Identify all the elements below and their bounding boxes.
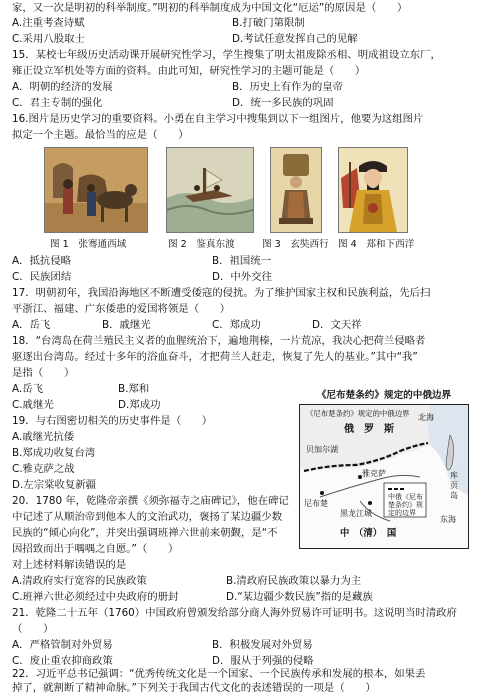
q18-stem-line1: 18．“台湾岛在荷兰殖民主义者的血腥统治下，遍地荆榛，一片荒凉，我决心把荷兰侵略者 <box>12 335 426 347</box>
q20-option-b[interactable]: B.清政府民族政策以暴力为主 <box>226 575 362 587</box>
q14-option-a[interactable]: A.注重考查诗赋 <box>12 17 85 29</box>
q22-stem-line2: 掉了，就割断了精神命脉。”下列关于我国古代文化的表述错误的一项是（ ） <box>12 682 376 694</box>
q16-option-a[interactable]: A．抵抗侵略 <box>12 255 72 267</box>
q15-option-d[interactable]: D．统一多民族的巩固 <box>232 97 334 109</box>
map-label-sakhalin: 库页岛 <box>450 471 458 500</box>
nerchinsk-treaty-map <box>299 404 469 549</box>
q14-stem: 家，又一次是明初的科举制度。”明初的科举制度成为中国文化“厄运”的原因是（ ） <box>12 2 408 14</box>
q16-option-b[interactable]: B．祖国统一 <box>212 255 272 267</box>
q14-option-d[interactable]: D.考试任意发挥自己的见解 <box>232 33 358 45</box>
q19-stem: 19．与右图密切相关的历史事件是（ ） <box>12 415 213 427</box>
q18-option-a[interactable]: A.岳飞 <box>12 383 44 395</box>
q16-option-c[interactable]: C．民族团结 <box>12 271 72 283</box>
q14-option-c[interactable]: C.采用八股取士 <box>12 33 85 45</box>
q14-option-b[interactable]: B.打破门第限制 <box>232 17 305 29</box>
q17-stem-line1: 17．明朝初年，我国沿海地区不断遭受倭寇的侵扰。为了维护国家主权和民族利益，先后扫 <box>12 287 431 299</box>
q18-stem-line2: 驱逐出台湾岛。经过十多年的浴血奋斗，才把荷兰人赶走，恢复了先人的基业。”其中“我” <box>12 351 418 363</box>
q20-option-a[interactable]: A.清政府实行宽容的民族政策 <box>12 575 147 587</box>
q20-stem-line4: 因招致而出于喁喁之自愿。”（ ） <box>12 543 179 555</box>
q17-stem-line2: 平浙江、福建、广东倭患的爱国将领是（ ） <box>12 303 231 315</box>
q20-option-d[interactable]: D.“某边疆少数民族”指的是藏族 <box>226 591 373 603</box>
map-outer-title: 《尼布楚条约》规定的中俄边界 <box>316 390 452 401</box>
q16-option-d[interactable]: D．中外交往 <box>212 271 272 283</box>
q21-option-c[interactable]: C．废止重农抑商政策 <box>12 655 113 667</box>
q17-option-d[interactable]: D．文天祥 <box>312 319 362 331</box>
q20-stem-line1: 20．1780 年，乾隆帝亲撰《须弥福寺之庙碑记》，他在碑记 <box>12 495 289 507</box>
figure2-caption: 图 2 鉴真东渡 <box>168 239 235 250</box>
q15-stem-line2: 雍正设立军机处等方面的资料。由此可知，研究性学习的主题可能是（ ） <box>12 65 366 77</box>
q20-option-c[interactable]: C.班禅六世必须经过中央政府的册封 <box>12 591 179 603</box>
q16-stem-line1: 16.图片是历史学习的重要资料。小勇在自主学习中搜集到以下一组图片，他要为这组图片 <box>12 113 424 125</box>
jianzhen-painting-image <box>166 147 254 233</box>
map-label-russia: 俄 罗 斯 <box>344 424 394 435</box>
q17-option-a[interactable]: A．岳飞 <box>12 319 51 331</box>
q17-option-b[interactable]: B．戚继光 <box>102 319 151 331</box>
q19-option-b[interactable]: B.郑成功收复台湾 <box>12 447 96 459</box>
q19-option-a[interactable]: A.戚继光抗倭 <box>12 431 75 443</box>
q15-option-c[interactable]: C．君主专制的强化 <box>12 97 103 109</box>
q18-option-c[interactable]: C.戚继光 <box>12 399 54 411</box>
q17-option-c[interactable]: C．郑成功 <box>212 319 261 331</box>
q18-stem-line3: 是指（ ） <box>12 367 75 379</box>
map-label-yaksa: 雅克萨 <box>362 469 386 478</box>
q18-option-d[interactable]: D.郑成功 <box>118 399 161 411</box>
q16-stem-line2: 拟定一个主题。最恰当的应是（ ） <box>12 129 189 141</box>
q22-stem-line1: 22．习近平总书记强调：“优秀传统文化是一个国家、一个民族传承和发展的根本，如果丢 <box>12 668 426 680</box>
q19-option-c[interactable]: C.雅克萨之战 <box>12 463 75 475</box>
zhang-qian-mural-image <box>44 147 148 233</box>
map-inner-title: 《尼布楚条约》规定的中俄边界 <box>306 409 410 418</box>
map-label-lake: 贝加尔湖 <box>306 445 338 454</box>
figure4-caption: 图 4 郑和下西洋 <box>338 239 415 250</box>
map-label-nerchinsk: 尼布楚 <box>304 499 328 508</box>
q18-option-b[interactable]: B.郑和 <box>118 383 150 395</box>
map-label-heilong: 黑龙江城 <box>340 509 372 518</box>
map-label-sea: 东海 <box>440 515 456 524</box>
map-label-china: 中 （清） 国 <box>340 528 397 539</box>
q21-option-d[interactable]: D．服从于列强的侵略 <box>212 655 314 667</box>
q15-option-a[interactable]: A．明朝的经济的发展 <box>12 81 113 93</box>
q15-option-b[interactable]: B．历史上有作为的皇帝 <box>232 81 344 93</box>
q21-stem-line2: （ ） <box>12 623 54 635</box>
map-label-ocean: 北海 <box>418 413 434 422</box>
q21-option-a[interactable]: A．严格管制对外贸易 <box>12 639 113 651</box>
zhenghe-painting-image <box>338 147 408 233</box>
q20-stem-line5: 对上述材料解读错误的是 <box>12 559 127 571</box>
figure1-caption: 图 1 张骞通西域 <box>50 239 127 250</box>
xuanzang-painting-image <box>270 147 322 233</box>
q21-option-b[interactable]: B．积极发展对外贸易 <box>212 639 313 651</box>
q20-stem-line2: 中记述了从顺治帝到他本人的文治武功，褒扬了某边疆少数 <box>12 511 283 523</box>
map-legend-label: 中俄《尼布楚条约》规定的边界 <box>388 493 423 517</box>
q15-stem-line1: 15．某校七年级历史活动课开展研究性学习，学生搜集了明太祖废除丞相、明成祖设立东厂， <box>12 49 441 61</box>
q19-option-d[interactable]: D.左宗棠收复新疆 <box>12 479 97 491</box>
q21-stem-line1: 21．乾隆二十五年（1760）中国政府曾颁发给部分商人海外贸易许可证明书。这说明当时清政府 <box>12 607 457 619</box>
figure3-caption: 图 3 玄奘西行 <box>262 239 329 250</box>
q20-stem-line3: 民族的“倾心向化”，并突出强调班禅六世前来朝觐，是“不 <box>12 527 278 539</box>
